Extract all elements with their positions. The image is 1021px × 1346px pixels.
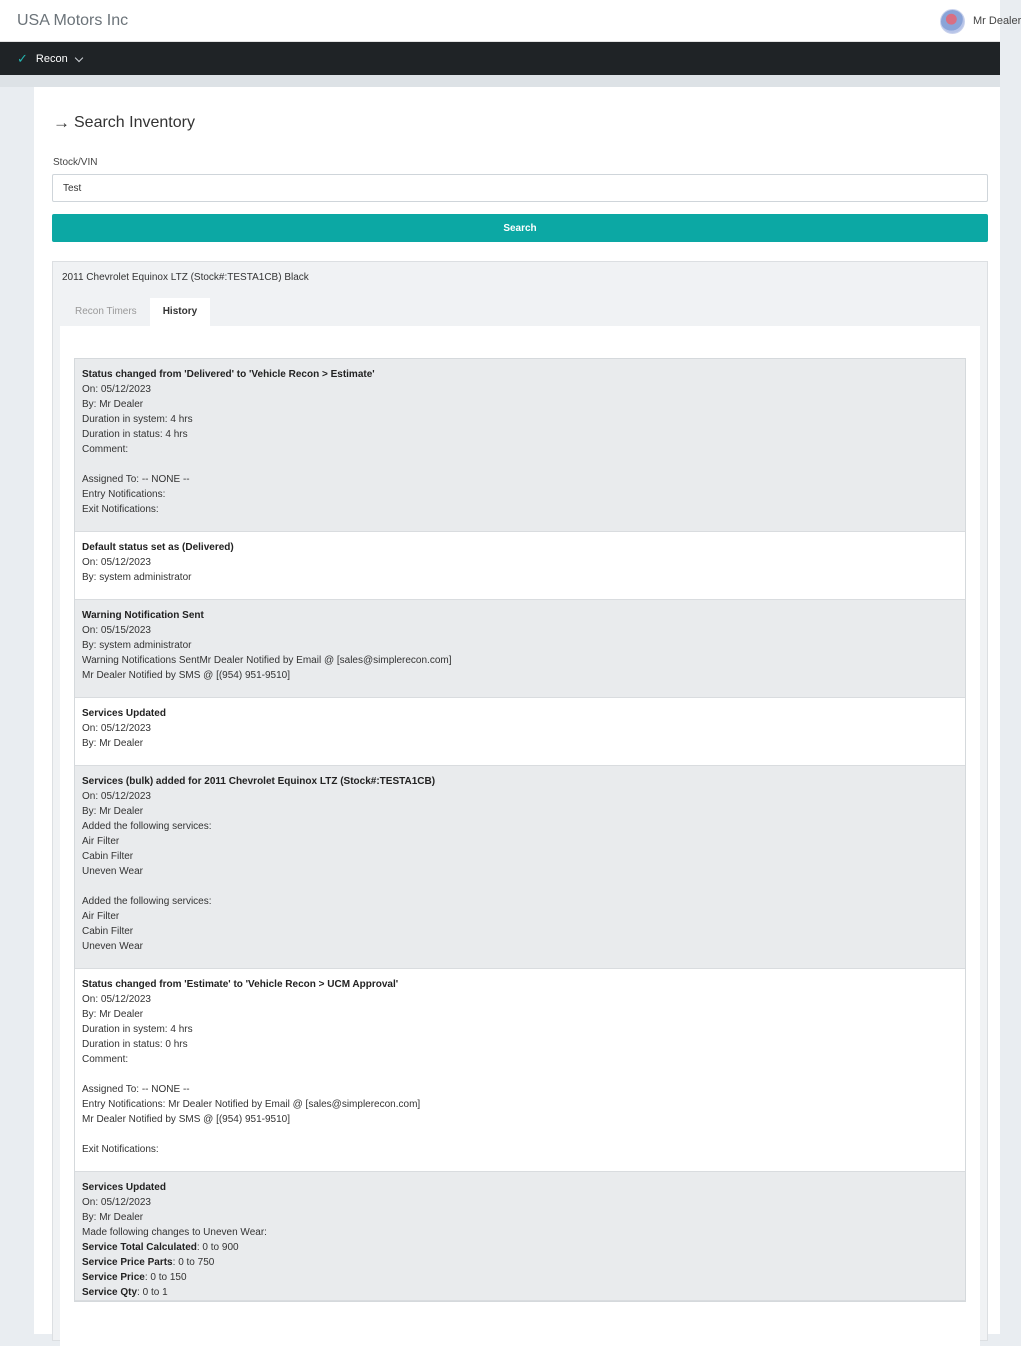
history-entry-title: Warning Notification Sent xyxy=(82,610,204,621)
history-entry-line: By: Mr Dealer xyxy=(82,806,144,817)
history-entry-title: Services Updated xyxy=(82,1182,166,1193)
history-entry-line: On: 05/12/2023 xyxy=(82,723,151,734)
change-value: 0 to 750 xyxy=(178,1257,215,1268)
history-entry xyxy=(75,766,965,969)
history-entry-line: Uneven Wear xyxy=(82,941,143,952)
change-value: 0 to 900 xyxy=(202,1242,239,1253)
history-entry-line xyxy=(82,1067,958,1082)
history-entry-line: Duration in status: 4 hrs xyxy=(82,429,188,440)
history-entry-line: Comment: xyxy=(82,444,129,455)
history-entry-line: Air Filter xyxy=(82,836,120,847)
history-entry-line: On: 05/15/2023 xyxy=(82,625,151,636)
user-avatar-icon[interactable] xyxy=(940,9,965,34)
history-entry-line: Mr Dealer Notified by SMS @ [(954) 951-9510] xyxy=(82,1114,291,1125)
history-entry-line: On: 05/12/2023 xyxy=(82,994,151,1005)
history-entry-line: By: system administrator xyxy=(82,640,192,651)
page-title xyxy=(53,113,195,133)
history-entry-line: Duration in system: 4 hrs xyxy=(82,414,193,425)
change-value: 0 to 1 xyxy=(142,1287,168,1298)
history-entry-title: Services (bulk) added for 2011 Chevrolet Equinox LTZ (Stock#:TESTA1CB) xyxy=(82,776,436,787)
tab-recon-timers[interactable]: Recon Timers xyxy=(75,306,137,317)
history-entry-line: By: Mr Dealer xyxy=(82,399,144,410)
history-change-line xyxy=(82,1270,958,1285)
main-nav xyxy=(0,42,1000,75)
change-separator: : xyxy=(137,1287,143,1298)
change-field: Service Price xyxy=(82,1272,145,1283)
vehicle-tabs xyxy=(62,298,210,326)
history-entry-line: Added the following services: xyxy=(82,896,212,907)
history-entry-line: Duration in status: 0 hrs xyxy=(82,1039,188,1050)
history-entry xyxy=(75,359,965,532)
history-change-line xyxy=(82,1285,958,1300)
stock-vin-input[interactable] xyxy=(52,174,988,202)
history-entry-line: On: 05/12/2023 xyxy=(82,557,151,568)
change-separator: : xyxy=(196,1242,203,1253)
history-entry xyxy=(75,600,965,698)
history-entry xyxy=(75,969,965,1172)
history-entry-line: Entry Notifications: xyxy=(82,489,166,500)
history-entry-line: Exit Notifications: xyxy=(82,504,159,515)
history-entry-line: On: 05/12/2023 xyxy=(82,1197,151,1208)
check-icon: ✓ xyxy=(17,51,28,66)
user-menu[interactable] xyxy=(940,8,1021,34)
history-entry xyxy=(75,698,965,766)
vehicle-title: 2011 Chevrolet Equinox LTZ (Stock#:TESTA1CB) Black xyxy=(62,272,309,283)
history-change-line xyxy=(82,1240,958,1255)
change-separator: : xyxy=(144,1272,151,1283)
history-entry-line: Added the following services: xyxy=(82,821,212,832)
history-entry-line: Exit Notifications: xyxy=(82,1144,159,1155)
history-change-line xyxy=(82,1255,958,1270)
history-entry-line: By: Mr Dealer xyxy=(82,1009,144,1020)
change-field: Service Qty xyxy=(82,1287,138,1298)
top-header xyxy=(0,0,1021,42)
arrow-right-icon: → xyxy=(53,113,70,132)
tab-history[interactable]: History xyxy=(150,298,210,326)
history-entry-title: Status changed from 'Estimate' to 'Vehicle Recon > UCM Approval' xyxy=(82,979,399,990)
history-entry-line: Cabin Filter xyxy=(82,926,134,937)
history-entry-line xyxy=(82,457,958,472)
history-entry-line: On: 05/12/2023 xyxy=(82,791,151,802)
user-name[interactable]: Mr Dealer xyxy=(973,15,1021,27)
search-button[interactable]: Search xyxy=(52,214,988,242)
history-entry-line: By: system administrator xyxy=(82,572,192,583)
history-entry-title: Status changed from 'Delivered' to 'Vehicle Recon > Estimate' xyxy=(82,369,375,380)
change-value: 0 to 150 xyxy=(150,1272,187,1283)
history-entry-line: Made following changes to Uneven Wear: xyxy=(82,1227,267,1238)
history-list xyxy=(74,358,966,1302)
history-entry-line: By: Mr Dealer xyxy=(82,1212,144,1223)
history-entry-line: Warning Notifications SentMr Dealer Notified by Email @ [sales@simplerecon.com] xyxy=(82,655,452,666)
history-entry-line: Assigned To: -- NONE -- xyxy=(82,474,190,485)
change-field: Service Total Calculated xyxy=(82,1242,197,1253)
history-entry-line: Duration in system: 4 hrs xyxy=(82,1024,193,1035)
change-field: Service Price Parts xyxy=(82,1257,173,1268)
history-entry-line: Air Filter xyxy=(82,911,120,922)
brand-name[interactable]: USA Motors Inc xyxy=(17,12,129,29)
change-separator: : xyxy=(172,1257,179,1268)
history-entry-line: Cabin Filter xyxy=(82,851,134,862)
history-entry xyxy=(75,1172,965,1301)
history-entry-title: Default status set as (Delivered) xyxy=(82,542,234,553)
page-title-text: Search Inventory xyxy=(74,114,195,131)
sub-nav-strip xyxy=(0,75,1000,87)
content-panel xyxy=(34,87,1000,1334)
history-entry-line: By: Mr Dealer xyxy=(82,738,144,749)
vehicle-card xyxy=(52,261,988,1341)
history-entry xyxy=(75,532,965,600)
history-entry-line: Comment: xyxy=(82,1054,129,1065)
nav-recon-label: Recon xyxy=(35,53,68,65)
history-entry-line: On: 05/12/2023 xyxy=(82,384,151,395)
chevron-down-icon xyxy=(74,53,82,61)
history-tab-content xyxy=(60,326,980,1346)
history-entry-line: Assigned To: -- NONE -- xyxy=(82,1084,190,1095)
stock-vin-label: Stock/VIN xyxy=(53,157,98,168)
history-entry-line xyxy=(82,879,958,894)
history-entry-line xyxy=(82,1127,958,1142)
history-entry-line: Uneven Wear xyxy=(82,866,143,877)
history-entry-title: Services Updated xyxy=(82,708,166,719)
history-entry-line: Mr Dealer Notified by SMS @ [(954) 951-9510] xyxy=(82,670,291,681)
history-entry-line: Entry Notifications: Mr Dealer Notified by Email @ [sales@simplerecon.com] xyxy=(82,1099,421,1110)
nav-recon-dropdown[interactable] xyxy=(17,51,82,67)
